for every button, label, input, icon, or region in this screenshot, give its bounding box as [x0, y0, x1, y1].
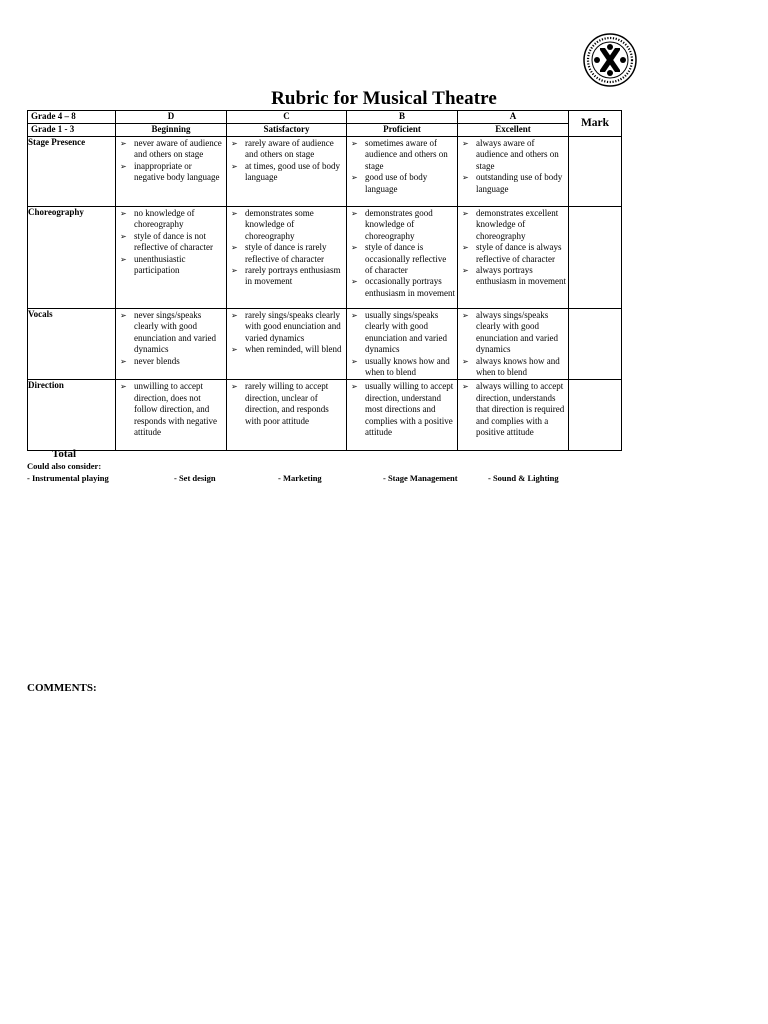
descriptor-item [347, 356, 455, 379]
descriptor-text: good use of body language [365, 172, 428, 194]
descriptor-text: never blends [134, 355, 180, 366]
arrow-bullet-icon: ➢ [120, 356, 127, 366]
rubric-cell [116, 309, 227, 380]
descriptor-text: usually sings/speaks clearly with good enunciation and varied dynamics [365, 310, 447, 355]
mark-cell [569, 380, 622, 451]
descriptor-list [116, 309, 226, 368]
rubric-cell [227, 207, 347, 309]
descriptor-text: occasionally portrays enthusiasm in movement [365, 276, 455, 298]
descriptor-text: always knows how and when to blend [476, 355, 560, 378]
criterion-label: Vocals [28, 309, 116, 380]
descriptor-item [458, 310, 566, 356]
rubric-cell [347, 309, 458, 380]
arrow-bullet-icon: ➢ [462, 382, 469, 392]
arrow-bullet-icon: ➢ [120, 254, 127, 264]
descriptor-item [116, 231, 224, 254]
arrow-bullet-icon: ➢ [351, 243, 358, 253]
descriptor-text: outstanding use of body language [476, 172, 563, 194]
descriptor-item [347, 208, 455, 242]
descriptor-item [116, 138, 224, 161]
descriptor-text: unwilling to accept direction, does not follow direction, and responds with negative attitude [134, 381, 217, 438]
descriptor-item [227, 242, 344, 265]
mark-cell [569, 309, 622, 380]
consider-item: - Marketing [278, 473, 322, 483]
descriptor-text: always aware of audience and others on stage [476, 138, 559, 171]
descriptor-text: unenthusiastic participation [134, 253, 186, 276]
arrow-bullet-icon: ➢ [231, 209, 238, 218]
descriptor-list [227, 309, 346, 357]
consider-item: - Set design [174, 473, 216, 483]
level-name-beginning: Beginning [116, 124, 227, 137]
arrow-bullet-icon: ➢ [231, 139, 238, 148]
descriptor-list [347, 380, 457, 439]
arrow-bullet-icon: ➢ [462, 266, 469, 276]
descriptor-item [347, 276, 455, 299]
descriptor-item [227, 310, 344, 344]
arrow-bullet-icon: ➢ [120, 311, 127, 320]
descriptor-item [227, 161, 344, 184]
level-letter-c: C [227, 111, 347, 124]
descriptor-text: style of dance is occasionally reflective of character [365, 242, 447, 276]
descriptor-list [458, 309, 568, 379]
rubric-cell [227, 137, 347, 207]
descriptor-item [116, 356, 224, 367]
arrow-bullet-icon: ➢ [462, 243, 469, 253]
mark-header: Mark [569, 111, 622, 137]
arrow-bullet-icon: ➢ [120, 139, 127, 148]
descriptor-text: usually knows how and when to blend [365, 355, 450, 378]
rubric-cell [458, 137, 569, 207]
arrow-bullet-icon: ➢ [231, 243, 238, 253]
arrow-bullet-icon: ➢ [462, 209, 469, 218]
rubric-cell [458, 309, 569, 380]
level-name-excellent: Excellent [458, 124, 569, 137]
consider-item: - Instrumental playing [27, 473, 109, 483]
descriptor-item [347, 242, 455, 276]
arrow-bullet-icon: ➢ [462, 139, 469, 148]
level-letter-b: B [347, 111, 458, 124]
arrow-bullet-icon: ➢ [462, 311, 469, 320]
descriptor-list [116, 380, 226, 439]
descriptor-text: rarely willing to accept direction, unclear of direction, and responds with poor attitude [245, 381, 329, 426]
rubric-table [27, 110, 622, 451]
descriptor-item [116, 310, 224, 356]
arrow-bullet-icon: ➢ [351, 173, 358, 183]
criterion-label: Direction [28, 380, 116, 451]
descriptor-item [458, 242, 566, 265]
descriptor-item [458, 172, 566, 195]
rubric-cell [116, 380, 227, 451]
descriptor-text: style of dance is always reflective of character [476, 242, 562, 264]
level-name-satisfactory: Satisfactory [227, 124, 347, 137]
descriptor-text: at times, good use of body language [245, 160, 340, 183]
arrow-bullet-icon: ➢ [120, 231, 127, 241]
arrow-bullet-icon: ➢ [120, 209, 127, 218]
descriptor-item [227, 138, 344, 161]
descriptor-item [458, 138, 566, 172]
descriptor-item [458, 208, 566, 242]
descriptor-text: always portrays enthusiasm in movement [476, 265, 566, 287]
descriptor-list [116, 137, 226, 185]
rubric-cell [227, 380, 347, 451]
descriptor-item [347, 381, 455, 438]
arrow-bullet-icon: ➢ [231, 161, 238, 171]
descriptor-text: never aware of audience and others on stage [134, 138, 222, 160]
criterion-label: Stage Presence [28, 137, 116, 207]
level-name-proficient: Proficient [347, 124, 458, 137]
descriptor-list [347, 309, 457, 379]
consider-item: - Sound & Lighting [488, 473, 559, 483]
rubric-row [28, 380, 622, 451]
arrow-bullet-icon: ➢ [351, 277, 358, 287]
descriptor-list [227, 380, 346, 428]
descriptor-item [347, 310, 455, 356]
arrow-bullet-icon: ➢ [120, 161, 127, 171]
could-also-consider-label: Could also consider: [27, 461, 102, 471]
rubric-cell [116, 137, 227, 207]
descriptor-text: no knowledge of choreography [134, 208, 195, 230]
rubric-cell [458, 380, 569, 451]
descriptor-text: rarely portrays enthusiasm in movement [245, 265, 341, 287]
rubric-cell [347, 380, 458, 451]
descriptor-list [227, 207, 346, 289]
descriptor-text: demonstrates excellent knowledge of choreography [476, 208, 559, 241]
rubric-row [28, 137, 622, 207]
descriptor-item [458, 265, 566, 288]
descriptor-item [116, 381, 224, 438]
descriptor-text: style of dance is not reflective of character [134, 230, 213, 253]
grade-4-8-label: Grade 4 – 8 [28, 111, 116, 124]
mark-cell [569, 137, 622, 207]
descriptor-item [227, 344, 344, 355]
arrow-bullet-icon: ➢ [231, 345, 238, 355]
level-letter-d: D [116, 111, 227, 124]
descriptor-text: always willing to accept direction, understands that direction is required and complies with a positive attitude [476, 381, 565, 438]
grade-1-3-label: Grade 1 - 3 [28, 124, 116, 137]
arrow-bullet-icon: ➢ [351, 356, 358, 366]
rubric-cell [347, 137, 458, 207]
descriptor-text: style of dance is rarely reflective of character [245, 242, 327, 264]
page-title: Rubric for Musical Theatre [271, 88, 497, 109]
header-row-grades-4-8 [28, 111, 622, 124]
arrow-bullet-icon: ➢ [351, 382, 358, 392]
arrow-bullet-icon: ➢ [231, 311, 238, 320]
arrow-bullet-icon: ➢ [231, 266, 238, 276]
rubric-cell [116, 207, 227, 309]
level-letter-a: A [458, 111, 569, 124]
descriptor-item [347, 172, 455, 195]
arrow-bullet-icon: ➢ [351, 311, 358, 320]
arrow-bullet-icon: ➢ [351, 139, 358, 148]
criterion-label: Choreography [28, 207, 116, 309]
arrow-bullet-icon: ➢ [120, 382, 127, 392]
descriptor-item [227, 208, 344, 242]
descriptor-list [227, 137, 346, 185]
header-row-grades-1-3 [28, 124, 622, 137]
descriptor-list [347, 207, 457, 300]
consider-item: - Stage Management [383, 473, 458, 483]
descriptor-text: demonstrates some knowledge of choreography [245, 208, 314, 241]
rubric-cell [227, 309, 347, 380]
arrow-bullet-icon: ➢ [231, 382, 238, 392]
descriptor-text: always sings/speaks clearly with good enunciation and varied dynamics [476, 310, 558, 355]
rubric-cell [458, 207, 569, 309]
arrow-bullet-icon: ➢ [462, 356, 469, 366]
school-seal-icon [582, 32, 638, 88]
descriptor-list [347, 137, 457, 196]
rubric-row [28, 207, 622, 309]
descriptor-item [116, 254, 224, 277]
descriptor-list [458, 207, 568, 289]
descriptor-list [116, 207, 226, 277]
descriptor-text: usually willing to accept direction, understand most directions and complies with a positive attitude [365, 381, 454, 438]
descriptor-item [116, 161, 224, 184]
descriptor-item [347, 138, 455, 172]
descriptor-item [227, 265, 344, 288]
mark-cell [569, 207, 622, 309]
total-label: Total [52, 448, 77, 460]
descriptor-item [227, 381, 344, 427]
descriptor-text: demonstrates good knowledge of choreography [365, 208, 433, 241]
descriptor-text: sometimes aware of audience and others on stage [365, 138, 448, 171]
descriptor-text: rarely sings/speaks clearly with good enunciation and varied dynamics [245, 310, 341, 343]
comments-label: COMMENTS: [27, 682, 97, 694]
arrow-bullet-icon: ➢ [351, 209, 358, 218]
arrow-bullet-icon: ➢ [462, 173, 469, 183]
descriptor-text: inappropriate or negative body language [134, 160, 220, 183]
descriptor-item [458, 381, 566, 438]
descriptor-item [116, 208, 224, 231]
rubric-cell [347, 207, 458, 309]
descriptor-list [458, 380, 568, 439]
descriptor-text: when reminded, will blend [245, 344, 342, 355]
rubric-row [28, 309, 622, 380]
descriptor-text: never sings/speaks clearly with good enunciation and varied dynamics [134, 310, 216, 355]
descriptor-list [458, 137, 568, 196]
descriptor-item [458, 356, 566, 379]
descriptor-text: rarely aware of audience and others on stage [245, 138, 334, 160]
